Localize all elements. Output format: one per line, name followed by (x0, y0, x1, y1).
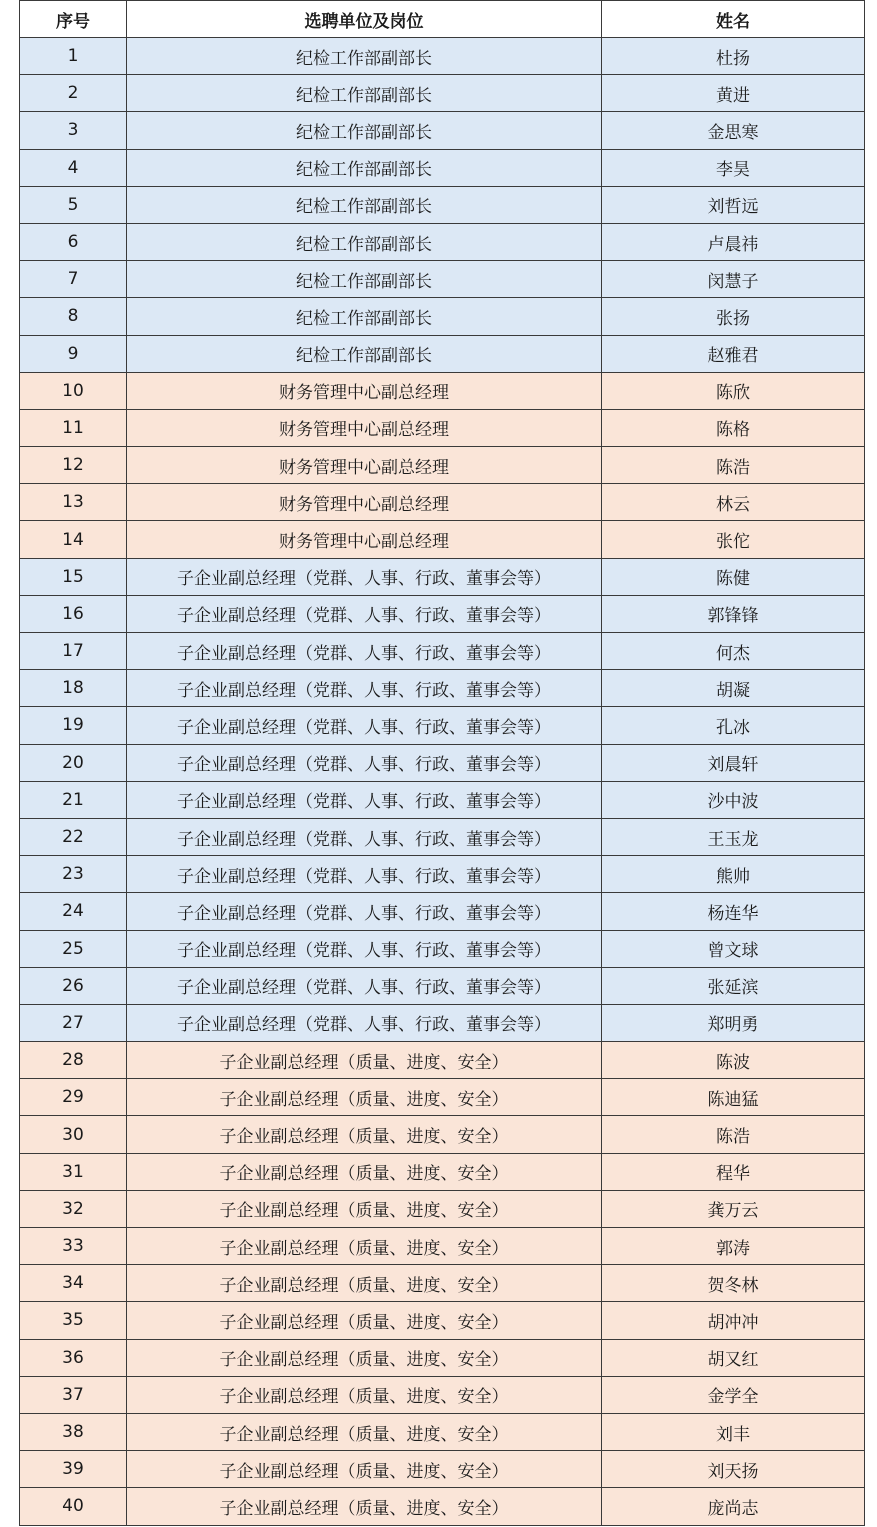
row-position-cell: 子企业副总经理（质量、进度、安全） (127, 1376, 602, 1413)
row-index-cell: 38 (20, 1413, 127, 1450)
table-row (20, 112, 865, 149)
row-index-cell: 17 (20, 633, 127, 670)
row-name-cell: 龚万云 (602, 1190, 865, 1227)
row-position-cell: 纪检工作部副部长 (127, 38, 602, 75)
table-row (20, 856, 865, 893)
row-index-cell: 25 (20, 930, 127, 967)
row-name-cell: 陈浩 (602, 1116, 865, 1153)
row-name-cell: 沙中波 (602, 781, 865, 818)
table-row (20, 1153, 865, 1190)
row-name-cell: 刘天扬 (602, 1451, 865, 1488)
table-row (20, 1302, 865, 1339)
row-index-cell: 10 (20, 372, 127, 409)
row-position-cell: 子企业副总经理（质量、进度、安全） (127, 1339, 602, 1376)
row-name-cell: 何杰 (602, 633, 865, 670)
row-position-cell: 子企业副总经理（质量、进度、安全） (127, 1153, 602, 1190)
table-row (20, 38, 865, 75)
table-row (20, 1265, 865, 1302)
row-name-cell: 赵雅君 (602, 335, 865, 372)
row-index-cell: 39 (20, 1451, 127, 1488)
row-name-cell: 胡冲冲 (602, 1302, 865, 1339)
row-position-cell: 子企业副总经理（质量、进度、安全） (127, 1451, 602, 1488)
row-name-cell: 庞尚志 (602, 1488, 865, 1525)
row-index-cell: 20 (20, 744, 127, 781)
row-index-cell: 14 (20, 521, 127, 558)
row-position-cell: 子企业副总经理（质量、进度、安全） (127, 1413, 602, 1450)
table-row (20, 223, 865, 260)
row-index-cell: 2 (20, 75, 127, 112)
row-position-cell: 纪检工作部副部长 (127, 335, 602, 372)
table-row (20, 298, 865, 335)
row-name-cell: 卢晨祎 (602, 223, 865, 260)
row-name-cell: 郭涛 (602, 1228, 865, 1265)
table-row (20, 335, 865, 372)
row-name-cell: 刘晨轩 (602, 744, 865, 781)
row-name-cell: 闵慧子 (602, 261, 865, 298)
row-name-cell: 李昊 (602, 149, 865, 186)
row-position-cell: 财务管理中心副总经理 (127, 447, 602, 484)
row-name-cell: 陈健 (602, 558, 865, 595)
row-name-cell: 陈欣 (602, 372, 865, 409)
table-row (20, 447, 865, 484)
row-name-cell: 陈格 (602, 409, 865, 446)
row-position-cell: 子企业副总经理（党群、人事、行政、董事会等） (127, 781, 602, 818)
row-name-cell: 金学全 (602, 1376, 865, 1413)
row-index-cell: 18 (20, 670, 127, 707)
table-row (20, 1042, 865, 1079)
row-index-cell: 37 (20, 1376, 127, 1413)
row-name-cell: 程华 (602, 1153, 865, 1190)
row-index-cell: 32 (20, 1190, 127, 1227)
row-position-cell: 财务管理中心副总经理 (127, 521, 602, 558)
row-index-cell: 33 (20, 1228, 127, 1265)
row-position-cell: 子企业副总经理（党群、人事、行政、董事会等） (127, 856, 602, 893)
row-index-cell: 3 (20, 112, 127, 149)
row-position-cell: 纪检工作部副部长 (127, 149, 602, 186)
row-name-cell: 刘哲远 (602, 186, 865, 223)
table-row (20, 595, 865, 632)
table-body (20, 38, 865, 1526)
row-index-cell: 6 (20, 223, 127, 260)
row-name-cell: 刘丰 (602, 1413, 865, 1450)
header-position: 选聘单位及岗位 (127, 1, 602, 38)
table-row (20, 149, 865, 186)
row-position-cell: 子企业副总经理（党群、人事、行政、董事会等） (127, 893, 602, 930)
row-name-cell: 陈波 (602, 1042, 865, 1079)
table-row (20, 1451, 865, 1488)
row-position-cell: 纪检工作部副部长 (127, 186, 602, 223)
table-row (20, 1228, 865, 1265)
row-position-cell: 纪检工作部副部长 (127, 112, 602, 149)
row-index-cell: 24 (20, 893, 127, 930)
header-name: 姓名 (602, 1, 865, 38)
table-row (20, 893, 865, 930)
table-row (20, 521, 865, 558)
row-index-cell: 28 (20, 1042, 127, 1079)
table-header-row (20, 1, 865, 38)
table-row (20, 1413, 865, 1450)
row-position-cell: 纪检工作部副部长 (127, 75, 602, 112)
table-row (20, 1004, 865, 1041)
row-index-cell: 7 (20, 261, 127, 298)
table-row (20, 558, 865, 595)
row-name-cell: 张扬 (602, 298, 865, 335)
row-name-cell: 贺冬林 (602, 1265, 865, 1302)
table-row (20, 1376, 865, 1413)
row-name-cell: 林云 (602, 484, 865, 521)
row-position-cell: 子企业副总经理（质量、进度、安全） (127, 1228, 602, 1265)
candidate-table (19, 0, 865, 1526)
row-index-cell: 4 (20, 149, 127, 186)
row-position-cell: 子企业副总经理（质量、进度、安全） (127, 1042, 602, 1079)
table-row (20, 1079, 865, 1116)
row-position-cell: 财务管理中心副总经理 (127, 409, 602, 446)
table-row (20, 1488, 865, 1525)
table-row (20, 1116, 865, 1153)
table-row (20, 930, 865, 967)
row-name-cell: 杜扬 (602, 38, 865, 75)
row-position-cell: 子企业副总经理（质量、进度、安全） (127, 1302, 602, 1339)
row-position-cell: 子企业副总经理（党群、人事、行政、董事会等） (127, 744, 602, 781)
row-name-cell: 陈浩 (602, 447, 865, 484)
table-row (20, 781, 865, 818)
table-row (20, 261, 865, 298)
row-position-cell: 子企业副总经理（党群、人事、行政、董事会等） (127, 1004, 602, 1041)
row-position-cell: 财务管理中心副总经理 (127, 484, 602, 521)
table-row (20, 484, 865, 521)
row-index-cell: 19 (20, 707, 127, 744)
row-name-cell: 曾文球 (602, 930, 865, 967)
row-position-cell: 纪检工作部副部长 (127, 223, 602, 260)
header-index: 序号 (20, 1, 127, 38)
table-row (20, 818, 865, 855)
row-index-cell: 23 (20, 856, 127, 893)
row-position-cell: 子企业副总经理（党群、人事、行政、董事会等） (127, 633, 602, 670)
table-row (20, 1339, 865, 1376)
row-index-cell: 8 (20, 298, 127, 335)
row-index-cell: 1 (20, 38, 127, 75)
table-row (20, 744, 865, 781)
table-row (20, 707, 865, 744)
table-row (20, 75, 865, 112)
row-name-cell: 孔冰 (602, 707, 865, 744)
row-position-cell: 子企业副总经理（党群、人事、行政、董事会等） (127, 818, 602, 855)
row-index-cell: 5 (20, 186, 127, 223)
row-position-cell: 子企业副总经理（质量、进度、安全） (127, 1265, 602, 1302)
row-index-cell: 16 (20, 595, 127, 632)
row-index-cell: 35 (20, 1302, 127, 1339)
row-position-cell: 子企业副总经理（党群、人事、行政、董事会等） (127, 967, 602, 1004)
table-row (20, 186, 865, 223)
row-name-cell: 黄进 (602, 75, 865, 112)
row-position-cell: 子企业副总经理（党群、人事、行政、董事会等） (127, 558, 602, 595)
row-position-cell: 纪检工作部副部长 (127, 261, 602, 298)
row-index-cell: 13 (20, 484, 127, 521)
row-position-cell: 纪检工作部副部长 (127, 298, 602, 335)
row-index-cell: 31 (20, 1153, 127, 1190)
row-index-cell: 11 (20, 409, 127, 446)
row-position-cell: 子企业副总经理（党群、人事、行政、董事会等） (127, 595, 602, 632)
row-index-cell: 29 (20, 1079, 127, 1116)
row-name-cell: 金思寒 (602, 112, 865, 149)
table-row (20, 967, 865, 1004)
row-name-cell: 熊帅 (602, 856, 865, 893)
row-position-cell: 子企业副总经理（质量、进度、安全） (127, 1079, 602, 1116)
row-name-cell: 张延滨 (602, 967, 865, 1004)
row-index-cell: 22 (20, 818, 127, 855)
table-row (20, 633, 865, 670)
row-position-cell: 子企业副总经理（党群、人事、行政、董事会等） (127, 707, 602, 744)
row-index-cell: 27 (20, 1004, 127, 1041)
table-row (20, 670, 865, 707)
row-index-cell: 15 (20, 558, 127, 595)
table-row (20, 1190, 865, 1227)
row-name-cell: 张佗 (602, 521, 865, 558)
row-index-cell: 26 (20, 967, 127, 1004)
row-index-cell: 34 (20, 1265, 127, 1302)
row-position-cell: 子企业副总经理（质量、进度、安全） (127, 1190, 602, 1227)
row-name-cell: 王玉龙 (602, 818, 865, 855)
row-index-cell: 12 (20, 447, 127, 484)
row-position-cell: 子企业副总经理（质量、进度、安全） (127, 1116, 602, 1153)
row-position-cell: 子企业副总经理（党群、人事、行政、董事会等） (127, 670, 602, 707)
row-position-cell: 财务管理中心副总经理 (127, 372, 602, 409)
row-name-cell: 郭锋锋 (602, 595, 865, 632)
row-index-cell: 21 (20, 781, 127, 818)
row-index-cell: 36 (20, 1339, 127, 1376)
row-index-cell: 30 (20, 1116, 127, 1153)
table-row (20, 372, 865, 409)
row-name-cell: 陈迪猛 (602, 1079, 865, 1116)
row-name-cell: 郑明勇 (602, 1004, 865, 1041)
candidate-table-container (19, 0, 864, 1526)
row-name-cell: 杨连华 (602, 893, 865, 930)
row-index-cell: 9 (20, 335, 127, 372)
row-index-cell: 40 (20, 1488, 127, 1525)
row-position-cell: 子企业副总经理（党群、人事、行政、董事会等） (127, 930, 602, 967)
row-name-cell: 胡凝 (602, 670, 865, 707)
row-name-cell: 胡又红 (602, 1339, 865, 1376)
row-position-cell: 子企业副总经理（质量、进度、安全） (127, 1488, 602, 1525)
table-row (20, 409, 865, 446)
